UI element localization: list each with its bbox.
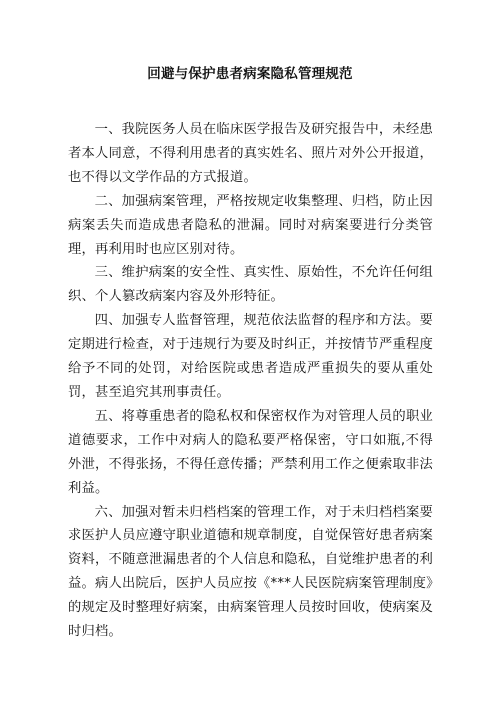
paragraph-2: 二、加强病案管理，严格按规定收集整理、归档，防止因病案丢失而造成患者隐私的泄漏。同时对病案要进行分类管理，再利用时也应区别对待。 — [68, 193, 433, 257]
page-title: 回避与保护患者病案隐私管理规范 — [147, 66, 353, 82]
document-body — [68, 118, 433, 644]
paragraph-6: 六、加强对暂未归档档案的管理工作，对于未归档档案要求医护人员应遵守职业道德和规章制度，自觉保管好患者病案资料，不随意泄漏患者的个人信息和隐私，自觉维护患者的利益。病人出院后，医护人员应按《***人民医院病案管理制度》的规定及时整理好病案，由病案管理人员按时回收，使病案及时归档。 — [68, 504, 433, 640]
paragraph-4: 四、加强专人监督管理，规范依法监督的程序和方法。要定期进行检查，对于违规行为要及时纠正，并按情节严重程度给予不同的处罚，对给医院或患者造成严重损失的要从重处罚，甚至追究其刑事责任。 — [68, 313, 433, 400]
paragraph-5: 五、将尊重患者的隐私权和保密权作为对管理人员的职业道德要求，工作中对病人的隐私要严格保密，守口如瓶,不得外泄，不得张扬，不得任意传播；严禁利用工作之便索取非法利益。 — [68, 408, 433, 496]
paragraph-3: 三、维护病案的安全性、真实性、原始性，不允许任何组织、个人篡改病案内容及外形特征。 — [68, 265, 433, 305]
paragraph-1: 一、我院医务人员在临床医学报告及研究报告中，未经患者本人同意，不得利用患者的真实姓名、照片对外公开报道，也不得以文学作品的方式报道。 — [68, 122, 433, 185]
